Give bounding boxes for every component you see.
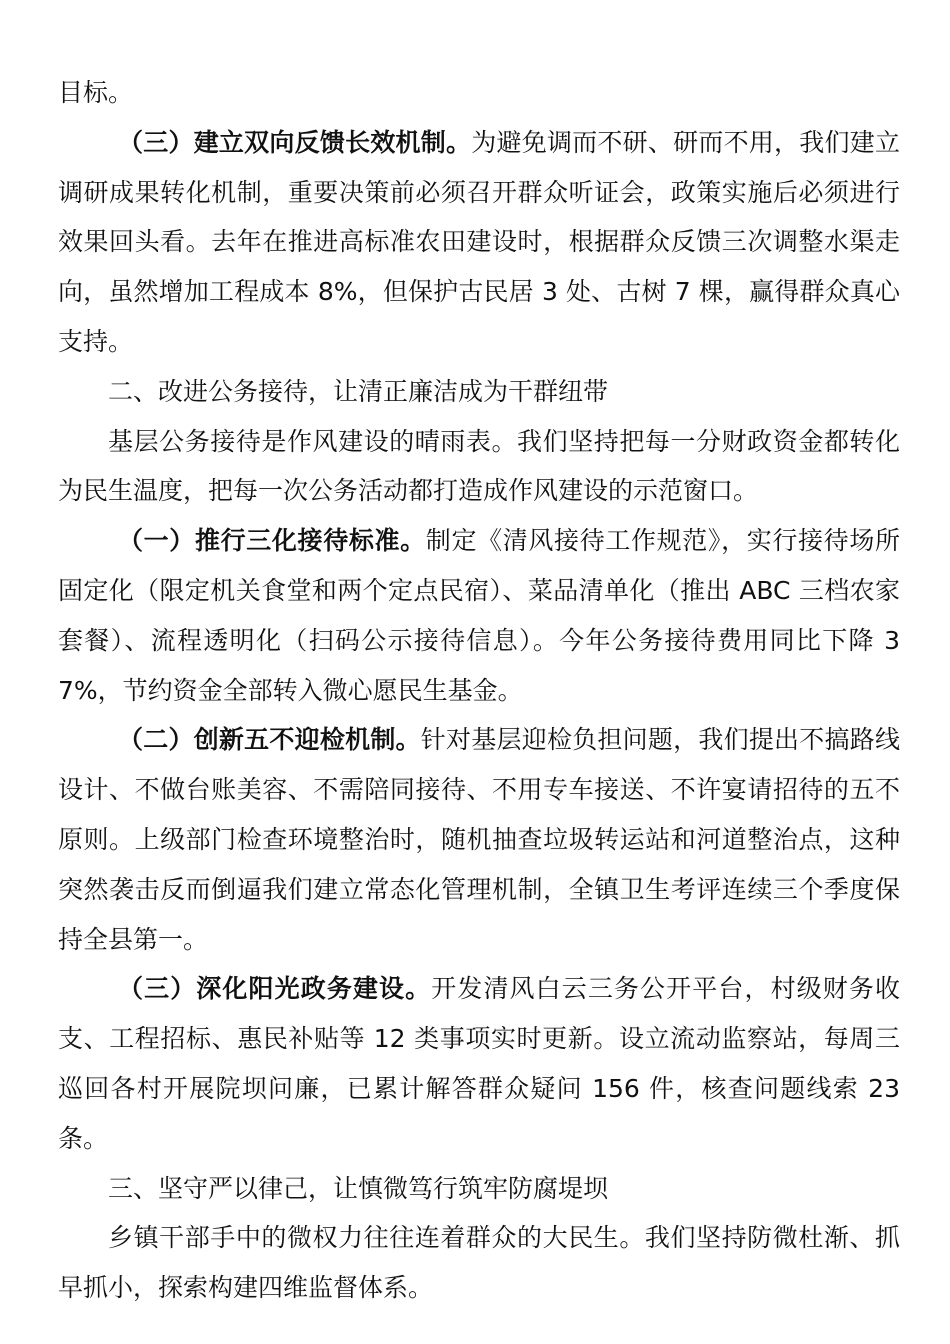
body-feedback-mechanism: 为避免调而不研、研而不用，我们建立调研成果转化机制，重要决策前必须召开群众听证会，政策实施后必须进行效果回头看。去年在推进高标准农田建设时，根据群众反馈三次调整水渠走向，虽然增加工程成本 8%，但保护古民居 3 处、古树 7 棵，赢得群众真心支持。 bbox=[58, 127, 900, 356]
subheading-feedback-mechanism: （三）建立双向反馈长效机制。 bbox=[118, 127, 472, 157]
section-title-reception: 二、改进公务接待，让清正廉洁成为干群纽带 bbox=[108, 376, 609, 406]
paragraph-reception-intro: 基层公务接待是作风建设的晴雨表。我们坚持把每一分财政资金都转化为民生温度，把每一次公务活动都打造成作风建设的示范窗口。 bbox=[58, 426, 900, 506]
subheading-sunshine-governance: （三）深化阳光政务建设。 bbox=[118, 974, 432, 1004]
subheading-inspection-mechanism: （二）创新五不迎检机制。 bbox=[118, 725, 421, 755]
paragraph-sunshine-governance bbox=[58, 964, 900, 1163]
body-sunshine-governance: 开发清风白云三务公开平台，村级财务收支、工程招标、惠民补贴等 12 类事项实时更新。设立流动监察站，每周三巡回各村开展院坝问廉，已累计解答群众疑问 156 件，核查问题线索 23 条。 bbox=[58, 974, 900, 1153]
body-reception-standards: 制定《清风接待工作规范》，实行接待场所固定化（限定机关食堂和两个定点民宿）、菜品清单化（推出 ABC 三档农家套餐）、流程透明化（扫码公示接待信息）。今年公务接待费用同比下降 37%，节约资金全部转入微心愿民生基金。 bbox=[58, 526, 900, 705]
subheading-reception-standards: （一）推行三化接待标准。 bbox=[118, 526, 426, 556]
paragraph-continuation: 目标。 bbox=[58, 78, 134, 107]
body-inspection-mechanism: 针对基层迎检负担问题，我们提出不搞路线设计、不做台账美容、不需陪同接待、不用专车接送、不许宴请招待的五不原则。上级部门检查环境整治时，随机抽查垃圾转运站和河道整治点，这种突然袭击反而倒逼我们建立常态化管理机制，全镇卫生考评连续三个季度保持全县第一。 bbox=[58, 725, 900, 954]
paragraph-inspection-mechanism bbox=[58, 715, 900, 964]
section-title-self-discipline: 三、坚守严以律己，让慎微笃行筑牢防腐堤坝 bbox=[108, 1173, 609, 1203]
paragraph-reception-standards bbox=[58, 516, 900, 715]
paragraph-feedback-mechanism bbox=[58, 118, 900, 367]
document-page bbox=[58, 68, 900, 1313]
paragraph-self-discipline-intro: 乡镇干部手中的微权力往往连着群众的大民生。我们坚持防微杜渐、抓早抓小，探索构建四维监督体系。 bbox=[58, 1223, 900, 1303]
